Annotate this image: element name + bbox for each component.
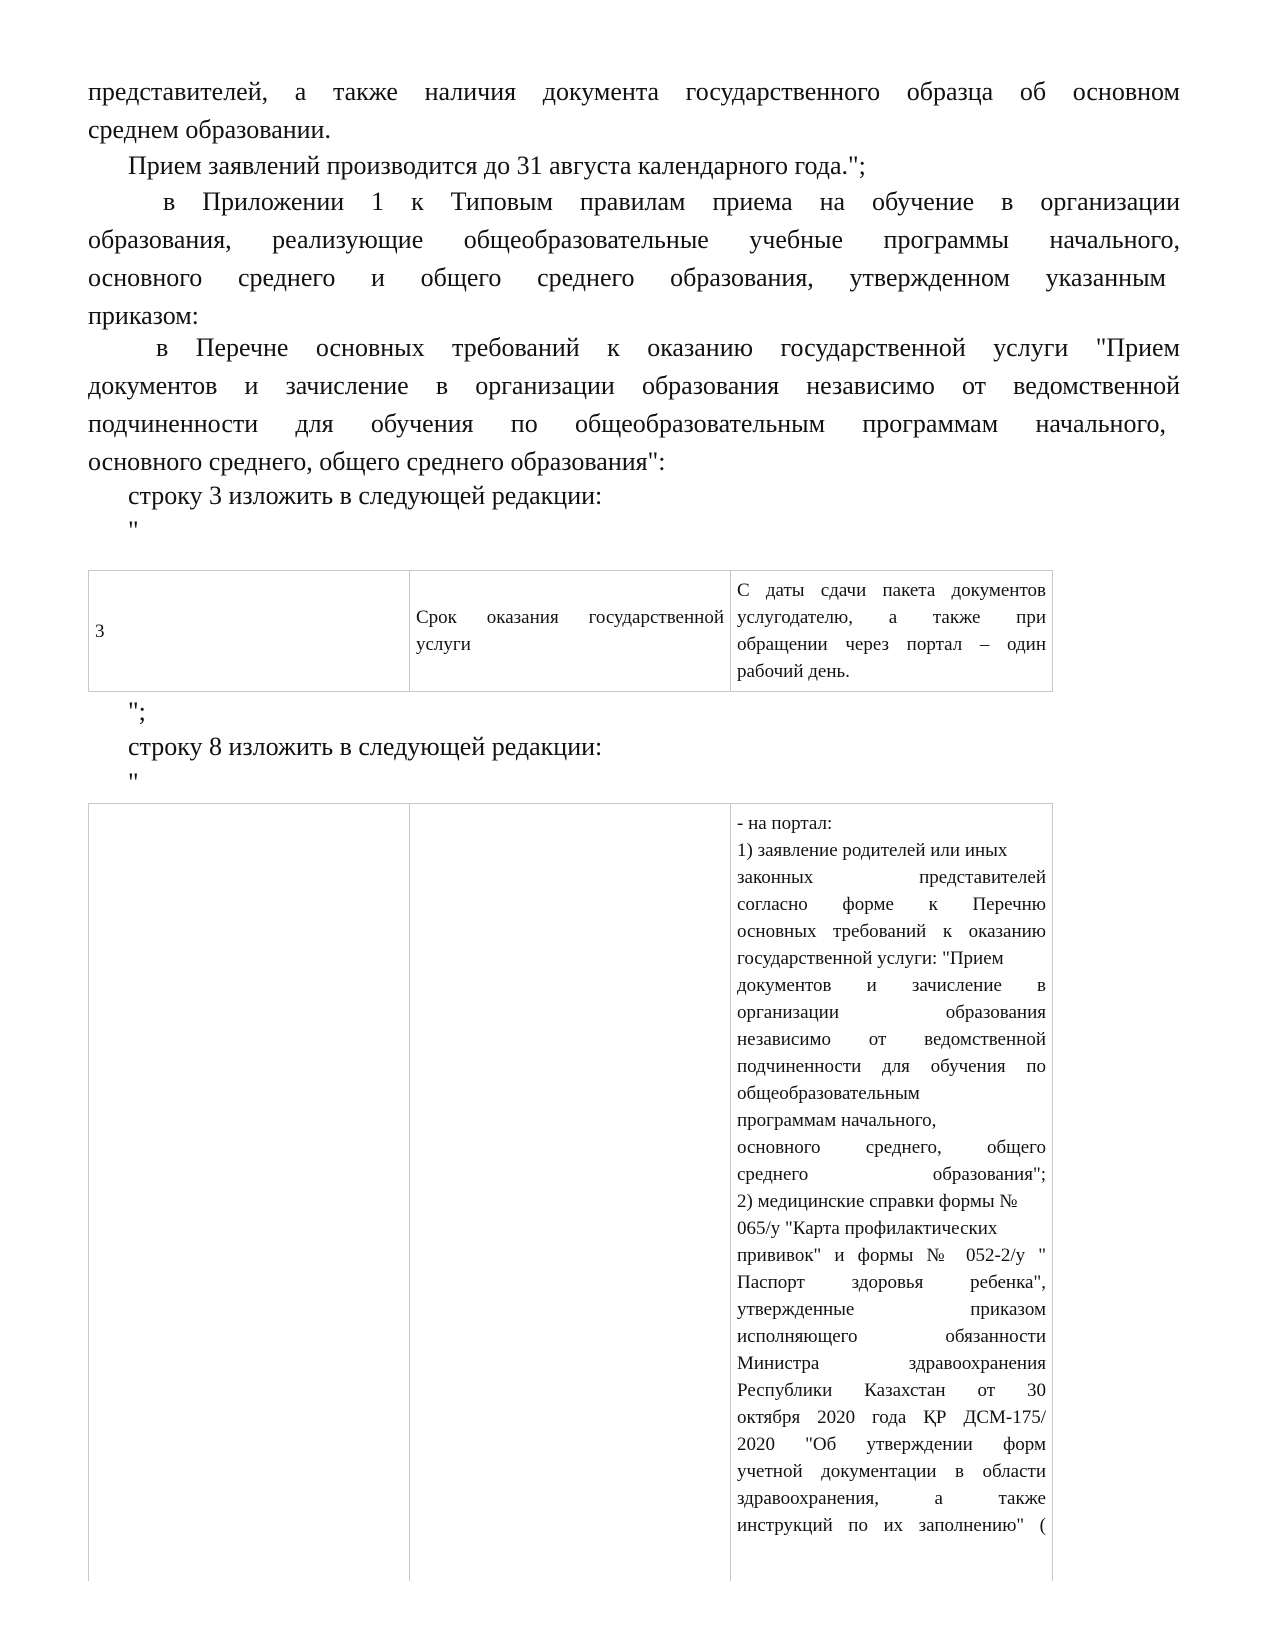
table-row	[89, 571, 1053, 692]
cell-text-line: документов и зачисление в	[737, 975, 1046, 996]
cell-text-line: услугодателю, а также при	[737, 607, 1046, 628]
open-quote: "	[128, 768, 139, 797]
paragraph-1	[88, 73, 1180, 149]
cell-text-line: программам начального,	[737, 1110, 937, 1131]
cell-text-line: 065/у "Карта профилактических	[737, 1218, 998, 1239]
cell-text-line: Срок оказания государственной	[416, 607, 724, 628]
row-number-cell	[89, 804, 410, 1582]
text-line: приказом:	[88, 301, 199, 330]
row8-intro: строку 8 изложить в следующей редакции:	[128, 732, 603, 761]
cell-text-line: Министра здравоохранения	[737, 1353, 1046, 1374]
paragraph-3	[88, 183, 1180, 335]
table-row-3	[88, 570, 1053, 692]
cell-text-line: - на портал:	[737, 813, 833, 834]
open-quote: "	[128, 516, 139, 545]
cell-text-line: 2) медицинские справки формы №	[737, 1191, 1018, 1212]
cell-text-line: Паспорт здоровья ребенка",	[737, 1272, 1046, 1293]
cell-text-line: законных представителей	[737, 867, 1046, 888]
text-line: подчиненности для обучения по общеобразовательным программам начального,	[88, 409, 1166, 438]
cell-text-line: исполняющего обязанности	[737, 1326, 1046, 1347]
row-name-cell	[410, 571, 731, 692]
cell-text-line: С даты сдачи пакета документов	[737, 580, 1046, 601]
row-value-cell	[731, 571, 1053, 692]
text-line: среднем образовании.	[88, 115, 331, 144]
cell-text-line: основных требований к оказанию	[737, 921, 1046, 942]
cell-text-line: здравоохранения, а также	[737, 1488, 1046, 1509]
cell-text-line: услуги	[416, 634, 471, 655]
row-number-cell	[89, 571, 410, 692]
table-row-8	[88, 803, 1053, 1581]
row-name-cell	[410, 804, 731, 1582]
cell-text-line: организации образования	[737, 1002, 1046, 1023]
cell-text-line: основного среднего, общего	[737, 1137, 1046, 1158]
close-quote: ";	[128, 697, 146, 726]
cell-text-line: согласно форме к Перечню	[737, 894, 1046, 915]
cell-text-line: общеобразовательным	[737, 1083, 920, 1104]
cell-text-line: независимо от ведомственной	[737, 1029, 1046, 1050]
cell-text-line: 1) заявление родителей или иных	[737, 840, 1008, 861]
text-line: образования, реализующие общеобразовательные учебные программы начального,	[88, 225, 1180, 254]
cell-text-line: прививок" и формы № 052-2/у "	[737, 1245, 1046, 1266]
cell-text-line: подчиненности для обучения по	[737, 1056, 1046, 1077]
row-number: 3	[95, 620, 105, 642]
table-row	[89, 804, 1053, 1582]
text-line: документов и зачисление в организации образования независимо от ведомственной	[88, 371, 1180, 400]
cell-text-line: обращении через портал – один	[737, 634, 1046, 655]
text-line: основного среднего, общего среднего образования":	[88, 447, 666, 476]
row3-intro: строку 3 изложить в следующей редакции:	[128, 481, 603, 510]
text-line: основного среднего и общего среднего образования, утвержденном указанным	[88, 263, 1166, 292]
cell-text-line: рабочий день.	[737, 661, 850, 682]
text-line: в Перечне основных требований к оказанию государственной услуги "Прием	[156, 333, 1180, 362]
cell-text-line: утвержденные приказом	[737, 1299, 1046, 1320]
cell-text-line: Республики Казахстан от 30	[737, 1380, 1046, 1401]
cell-text-line: октября 2020 года ҚР ДСМ-175/	[737, 1407, 1046, 1428]
cell-text-line: учетной документации в области	[737, 1461, 1046, 1482]
text-line: представителей, а также наличия документа государственного образца об основном	[88, 77, 1180, 106]
cell-text-block	[737, 810, 1046, 1539]
text-line: в Приложении 1 к Типовым правилам приема на обучение в организации	[163, 187, 1180, 216]
row-value-cell	[731, 804, 1053, 1582]
paragraph-4	[88, 329, 1180, 481]
paragraph-2: Прием заявлений производится до 31 августа календарного года.";	[128, 151, 866, 180]
cell-text-line: инструкций по их заполнению" (	[737, 1515, 1046, 1536]
cell-text-line: среднего образования";	[737, 1164, 1046, 1185]
cell-text-line: государственной услуги: "Прием	[737, 948, 1004, 969]
cell-text-line: 2020 "Об утверждении форм	[737, 1434, 1046, 1455]
